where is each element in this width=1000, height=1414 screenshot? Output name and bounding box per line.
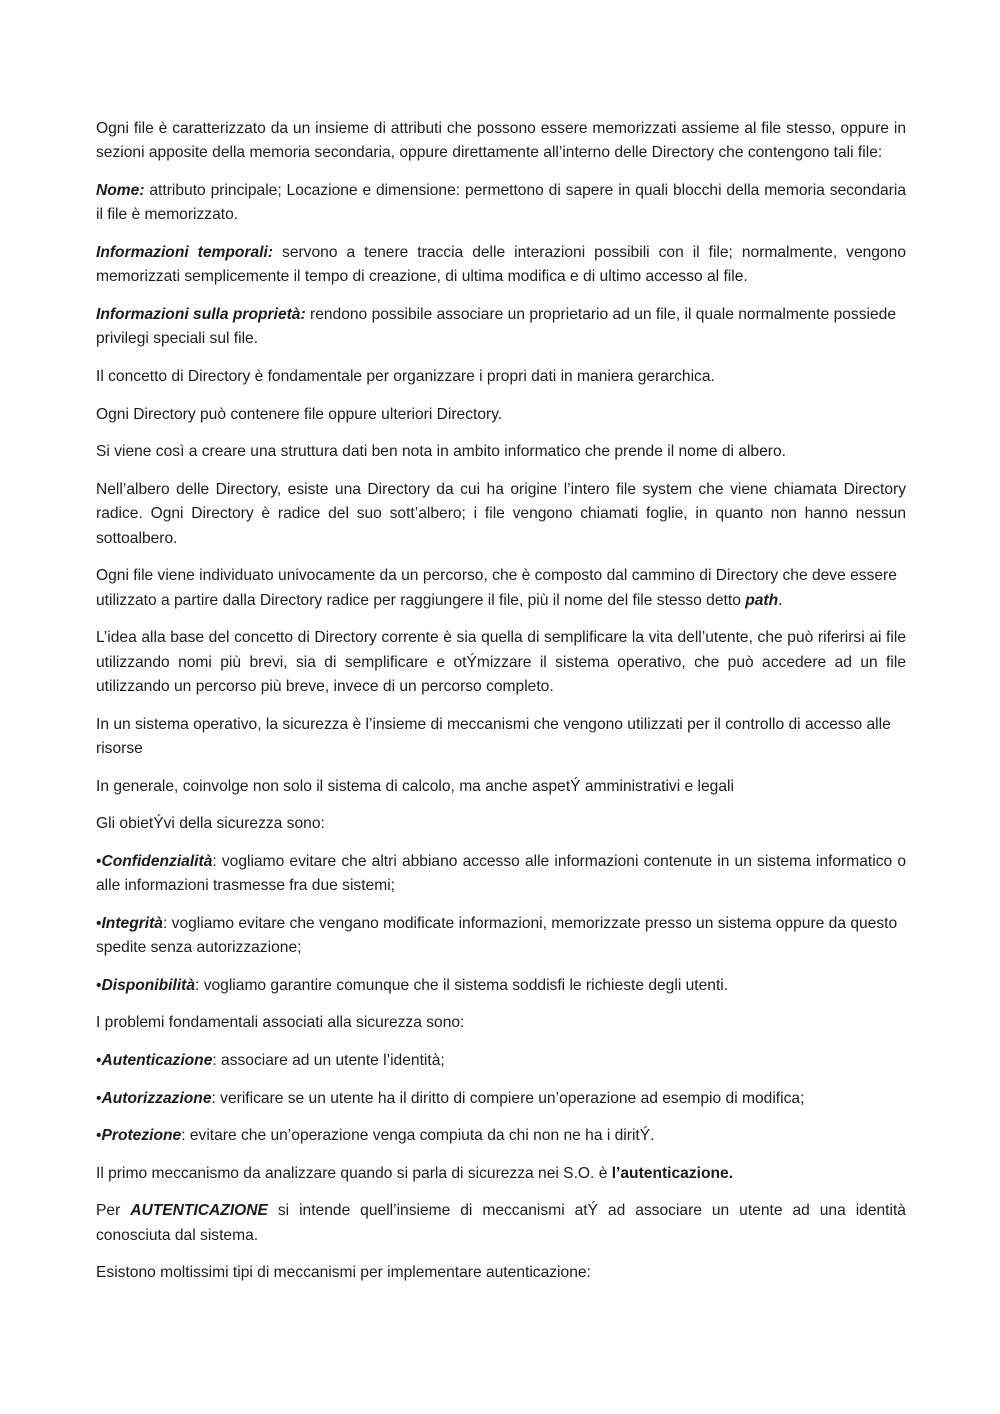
paragraph-path <box>96 564 906 613</box>
list-item-disponibilita <box>96 974 906 998</box>
term-confidenzialita: Confidenzialità <box>101 852 213 870</box>
paragraph-authentication-types <box>96 1261 906 1285</box>
term-protezione: Protezione <box>101 1127 182 1145</box>
paragraph-current-directory <box>96 626 906 699</box>
term-nome: Nome: <box>96 182 145 199</box>
paragraph-security-scope <box>96 775 906 799</box>
term-autenticazione: Autenticazione <box>101 1051 213 1069</box>
text: : vogliamo evitare che vengano modificate informazioni, memorizzate presso un sistema oppure da questo spedite senza autorizzazione; <box>96 914 898 957</box>
text: I problemi fondamentali associati alla sicurezza sono: <box>96 1014 465 1032</box>
text: Il concetto di Directory è fondamentale per organizzare i propri dati in maniera gerarchica. <box>96 368 715 385</box>
bullet: • <box>96 1051 102 1069</box>
text: In un sistema operativo, la sicurezza è l’insieme di meccanismi che vengono utilizzati per il controllo di accesso alle risorse <box>96 715 891 757</box>
text: : associare ad un utente l’identità; <box>212 1051 445 1069</box>
text: Per <box>96 1202 131 1220</box>
term-l-autenticazione: l’autenticazione. <box>611 1164 734 1182</box>
text: attributo principale; Locazione e dimensione: permettono di sapere in quali blocchi della memoria secondaria il file è memorizzato. <box>96 182 906 224</box>
paragraph-attribute-ownership <box>96 303 906 352</box>
text: : vogliamo garantire comunque che il sistema soddisfi le richieste degli utenti. <box>195 976 729 994</box>
term-informazioni-proprieta: Informazioni sulla proprietà: <box>96 306 306 323</box>
list-item-integrita <box>96 912 906 961</box>
paragraph-authentication-definition <box>96 1199 906 1248</box>
list-item-protezione <box>96 1124 906 1148</box>
text: servono a tenere traccia delle interazioni possibili con il file; normalmente, vengono memorizzati semplicemente il tempo di creazione, di ultima modifica e di ultimo accesso al file. <box>96 244 906 286</box>
paragraph-file-attributes-intro <box>96 117 906 166</box>
text: In generale, coinvolge non solo il sistema di calcolo, ma anche aspetÝ amministrativi e legali <box>96 777 734 795</box>
bullet: • <box>96 976 102 994</box>
term-autenticazione-caps: AUTENTICAZIONE <box>130 1202 268 1220</box>
bullet: • <box>96 1127 102 1145</box>
paragraph-security-problems <box>96 1011 906 1035</box>
text: Nell’albero delle Directory, esiste una Directory da cui ha origine l’intero file system che viene chiamata Directory radice. Ogni Directory è radice del suo sott’albero; i file vengono chiamati foglie, in quanto non hanno nessun sottoalbero. <box>96 480 906 547</box>
bullet: • <box>96 852 102 870</box>
term-path: path <box>745 591 779 609</box>
text: : vogliamo evitare che altri abbiano accesso alle informazioni contenute in un sistema informatico o alle informazioni trasmesse fra due sistemi; <box>96 852 906 895</box>
text: Il primo meccanismo da analizzare quando si parla di sicurezza nei S.O. è <box>96 1164 612 1182</box>
text: Ogni Directory può contenere file oppure ulteriori Directory. <box>96 405 503 423</box>
text: rendono possibile associare un proprietario ad un file, il quale normalmente possiede privilegi speciali sul file. <box>96 306 896 348</box>
text: L’idea alla base del concetto di Directory corrente è sia quella di semplificare la vita dell’utente, che può riferirsi ai file utilizzando nomi più brevi, sia di semplificare e otÝmizzare il sistema operativo, che può accedere ad un file utilizzando un percorso più breve, invece di un percorso completo. <box>96 629 906 695</box>
text: : verificare se un utente ha il diritto di compiere un’operazione ad esempio di modifica; <box>211 1089 805 1107</box>
paragraph-attribute-temporal <box>96 241 906 290</box>
term-disponibilita: Disponibilità <box>101 976 196 994</box>
paragraph-directory-concept <box>96 365 906 389</box>
term-integrita: Integrità <box>101 914 163 932</box>
list-item-autorizzazione <box>96 1087 906 1111</box>
paragraph-attribute-name <box>96 179 906 228</box>
list-item-autenticazione <box>96 1049 906 1073</box>
text: Ogni file viene individuato univocamente da un percorso, che è composto dal cammino di Directory che deve essere utilizzato a partire dalla Directory radice per raggiungere il file, più il nome del file stesso detto <box>96 567 897 609</box>
list-item-confidenzialita <box>96 850 906 899</box>
text: . <box>778 591 783 609</box>
document-page <box>96 117 906 1299</box>
text: Si viene così a creare una struttura dati ben nota in ambito informatico che prende il nome di albero. <box>96 443 786 461</box>
paragraph-root-directory <box>96 478 906 551</box>
bullet: • <box>96 914 102 932</box>
text: si intende quell’insieme di meccanismi atÝ ad associare un utente ad una identità conosciuta dal sistema. <box>96 1202 906 1244</box>
paragraph-security-definition <box>96 713 906 762</box>
bullet: • <box>96 1089 102 1107</box>
paragraph-tree-structure <box>96 440 906 464</box>
term-informazioni-temporali: Informazioni temporali: <box>96 244 274 261</box>
text: Esistono moltissimi tipi di meccanismi per implementare autenticazione: <box>96 1264 591 1282</box>
term-autorizzazione: Autorizzazione <box>101 1089 212 1107</box>
text: Gli obietÝvi della sicurezza sono: <box>96 815 325 833</box>
text: : evitare che un’operazione venga compiuta da chi non ne ha i diritÝ. <box>181 1127 655 1145</box>
paragraph-directory-contents <box>96 403 906 427</box>
paragraph-security-goals <box>96 812 906 836</box>
text: Ogni file è caratterizzato da un insieme di attributi che possono essere memorizzati assieme al file stesso, oppure in sezioni apposite della memoria secondaria, oppure direttamente all’interno delle Directory che contengono tali file: <box>96 120 906 162</box>
paragraph-first-mechanism <box>96 1162 906 1186</box>
